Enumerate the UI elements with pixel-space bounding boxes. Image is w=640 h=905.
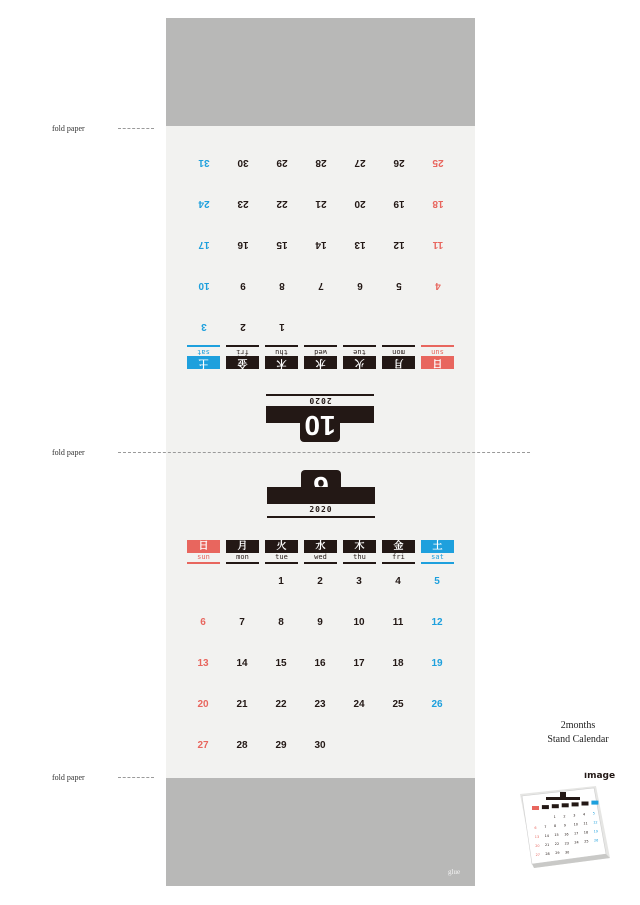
day-cell: 17	[198, 239, 210, 250]
weekday-header-thu	[343, 540, 376, 564]
fold-line-top	[118, 128, 154, 129]
day-cell: 2	[240, 321, 246, 332]
fold-line-bottom	[118, 777, 154, 778]
preview-day: 4	[583, 812, 586, 817]
preview-day: 25	[584, 839, 589, 844]
day-cell: 30	[314, 740, 326, 751]
weekday-underline	[382, 562, 415, 564]
day-cell: 12	[431, 617, 443, 628]
preview-day: 13	[534, 835, 540, 839]
day-cell: 14	[315, 239, 327, 250]
day-cell: 21	[236, 699, 248, 710]
weekday-underline	[421, 562, 454, 564]
month-year: 2020	[308, 396, 332, 405]
preview-day: 17	[574, 831, 579, 836]
preview-day: 20	[535, 844, 540, 848]
weekday-label: thu	[275, 348, 288, 356]
day-cell: 29	[276, 157, 288, 168]
preview-day: 10	[573, 822, 578, 827]
preview-weekday-mark	[591, 801, 598, 805]
weekday-header-sat	[187, 345, 220, 369]
day-cell: 28	[236, 740, 248, 751]
weekday-kanji: 木	[343, 540, 376, 553]
day-cell: 25	[392, 699, 404, 710]
weekday-underline	[187, 562, 220, 564]
weekday-label: mon	[236, 553, 249, 561]
weekday-kanji: 火	[343, 356, 376, 369]
day-cell: 23	[237, 198, 249, 209]
weekday-header-fri	[226, 345, 259, 369]
preview-image-label: image	[584, 772, 616, 781]
preview-day: 2	[563, 814, 566, 819]
preview-illustration	[512, 772, 616, 872]
day-cell: 27	[197, 740, 209, 751]
month-header-september	[267, 468, 375, 528]
preview-day: 19	[593, 829, 598, 834]
fold-line-middle	[118, 452, 530, 453]
weekday-header-sun	[421, 345, 454, 369]
weekday-kanji: 土	[187, 356, 220, 369]
preview-day: 14	[544, 834, 549, 839]
day-cell: 15	[275, 658, 287, 669]
calendar-preview-image	[512, 772, 616, 872]
month-bar	[267, 487, 375, 504]
day-cell: 10	[198, 280, 210, 291]
weekday-label: thu	[353, 553, 366, 561]
weekday-label: sun	[431, 348, 444, 356]
weekday-underline	[421, 346, 454, 348]
weekday-kanji: 金	[226, 356, 259, 369]
day-cell: 16	[237, 239, 249, 250]
preview-day: 1	[553, 815, 556, 820]
preview-day: 3	[573, 813, 576, 818]
day-cell: 22	[276, 198, 288, 209]
weekday-header-wed	[304, 540, 337, 564]
weekday-header-thu	[265, 345, 298, 369]
calendar-grid-september	[166, 538, 475, 768]
weekday-underline	[343, 562, 376, 564]
day-cell: 5	[396, 280, 402, 291]
weekday-label: sat	[197, 348, 210, 356]
day-cell: 19	[393, 198, 405, 209]
fold-label-middle: fold paper	[52, 448, 85, 457]
top-glue-flap	[166, 18, 475, 126]
preview-day: 15	[554, 833, 559, 838]
title-line-1: 2months	[560, 720, 596, 731]
weekday-label: sat	[431, 553, 444, 561]
month-number: 10	[300, 408, 340, 442]
weekday-header-wed	[304, 345, 337, 369]
day-cell: 30	[237, 157, 249, 168]
day-cell: 1	[279, 321, 285, 332]
weekday-underline	[304, 562, 337, 564]
weekday-label: mon	[392, 348, 405, 356]
day-cell: 18	[432, 198, 444, 209]
day-cell: 6	[357, 280, 363, 291]
preview-day: 24	[574, 840, 579, 845]
day-cell: 3	[356, 576, 362, 587]
day-cell: 13	[197, 658, 209, 669]
day-cell: 24	[353, 699, 365, 710]
weekday-label: tue	[353, 348, 366, 356]
day-cell: 24	[198, 198, 210, 209]
day-cell: 9	[317, 617, 323, 628]
weekday-underline	[343, 346, 376, 348]
weekday-underline	[226, 346, 259, 348]
preview-day: 30	[565, 850, 570, 855]
preview-weekday-mark	[552, 804, 559, 808]
preview-day: 27	[535, 853, 540, 857]
fold-label-bottom: fold paper	[52, 773, 85, 782]
glue-label: glue	[448, 868, 461, 876]
day-cell: 7	[239, 617, 245, 628]
day-cell: 15	[276, 239, 288, 250]
weekday-label: wed	[314, 348, 327, 356]
weekday-header-tue	[343, 345, 376, 369]
weekday-kanji: 月	[382, 356, 415, 369]
weekday-kanji: 水	[304, 540, 337, 553]
weekday-kanji: 金	[382, 540, 415, 553]
preview-day: 11	[583, 821, 588, 826]
weekday-label: sun	[197, 553, 210, 561]
day-cell: 12	[393, 239, 405, 250]
preview-day: 18	[583, 830, 589, 835]
day-cell: 13	[354, 239, 366, 250]
weekday-header-sat	[421, 540, 454, 564]
weekday-header-mon	[382, 345, 415, 369]
preview-day: 6	[534, 826, 537, 830]
day-cell: 21	[315, 198, 327, 209]
preview-day: 8	[554, 824, 557, 829]
day-cell: 8	[278, 617, 284, 628]
weekday-underline	[265, 346, 298, 348]
day-cell: 16	[314, 658, 326, 669]
weekday-kanji: 木	[265, 356, 298, 369]
preview-day: 23	[564, 841, 569, 846]
preview-day: 21	[545, 843, 550, 848]
weekday-kanji: 水	[304, 356, 337, 369]
preview-weekday-mark	[532, 806, 539, 810]
weekday-underline	[265, 562, 298, 564]
day-cell: 22	[275, 699, 287, 710]
weekday-label: tue	[275, 553, 288, 561]
day-cell: 26	[431, 699, 443, 710]
weekday-header-mon	[226, 540, 259, 564]
preview-day: 22	[554, 842, 560, 847]
weekday-header-sun	[187, 540, 220, 564]
day-cell: 14	[236, 658, 248, 669]
preview-day: 26	[594, 838, 599, 843]
preview-day: 29	[555, 851, 560, 856]
day-cell: 20	[354, 198, 366, 209]
day-cell: 11	[392, 617, 404, 628]
day-cell: 5	[434, 576, 440, 587]
weekday-underline	[187, 346, 220, 348]
month-year: 2020	[309, 505, 333, 514]
day-cell: 6	[200, 617, 206, 628]
weekday-header-tue	[265, 540, 298, 564]
weekday-kanji: 火	[265, 540, 298, 553]
weekday-kanji: 土	[421, 540, 454, 553]
preview-day: 12	[593, 820, 598, 825]
preview-day: 7	[544, 825, 547, 830]
preview-day: 16	[564, 832, 569, 837]
day-cell: 4	[395, 576, 401, 587]
month-rule	[267, 516, 375, 518]
day-cell: 3	[201, 321, 207, 332]
preview-day: 9	[563, 823, 566, 828]
day-cell: 31	[198, 157, 210, 168]
weekday-label: wed	[314, 553, 327, 561]
day-cell: 20	[197, 699, 209, 710]
day-cell: 26	[393, 157, 405, 168]
day-cell: 10	[353, 617, 365, 628]
preview-weekday-mark	[562, 803, 569, 807]
day-cell: 1	[278, 576, 284, 587]
day-cell: 25	[432, 157, 444, 168]
preview-day: 28	[545, 852, 550, 857]
preview-weekday-mark	[572, 802, 579, 806]
weekday-underline	[382, 346, 415, 348]
day-cell: 11	[432, 239, 444, 250]
day-cell: 4	[435, 280, 441, 291]
preview-weekday-mark	[542, 805, 549, 809]
day-cell: 19	[431, 658, 443, 669]
preview-day: 5	[592, 811, 595, 816]
fold-label-top: fold paper	[52, 124, 85, 133]
day-cell: 18	[392, 658, 404, 669]
weekday-underline	[304, 346, 337, 348]
day-cell: 8	[279, 280, 285, 291]
weekday-kanji: 日	[421, 356, 454, 369]
day-cell: 9	[240, 280, 246, 291]
calendar-grid-october	[166, 126, 475, 371]
weekday-kanji: 日	[187, 540, 220, 553]
day-cell: 17	[353, 658, 365, 669]
day-cell: 28	[315, 157, 327, 168]
weekday-kanji: 月	[226, 540, 259, 553]
day-cell: 2	[317, 576, 323, 587]
month-header-october	[266, 390, 374, 450]
day-cell: 23	[314, 699, 326, 710]
day-cell: 7	[318, 280, 324, 291]
title-line-2: Stand Calendar	[547, 734, 609, 745]
weekday-label: fri	[392, 553, 405, 561]
weekday-header-fri	[382, 540, 415, 564]
preview-weekday-mark	[582, 802, 589, 806]
weekday-underline	[226, 562, 259, 564]
bottom-glue-flap	[166, 778, 475, 886]
weekday-label: fri	[236, 348, 249, 356]
day-cell: 29	[275, 740, 287, 751]
day-cell: 27	[354, 157, 366, 168]
